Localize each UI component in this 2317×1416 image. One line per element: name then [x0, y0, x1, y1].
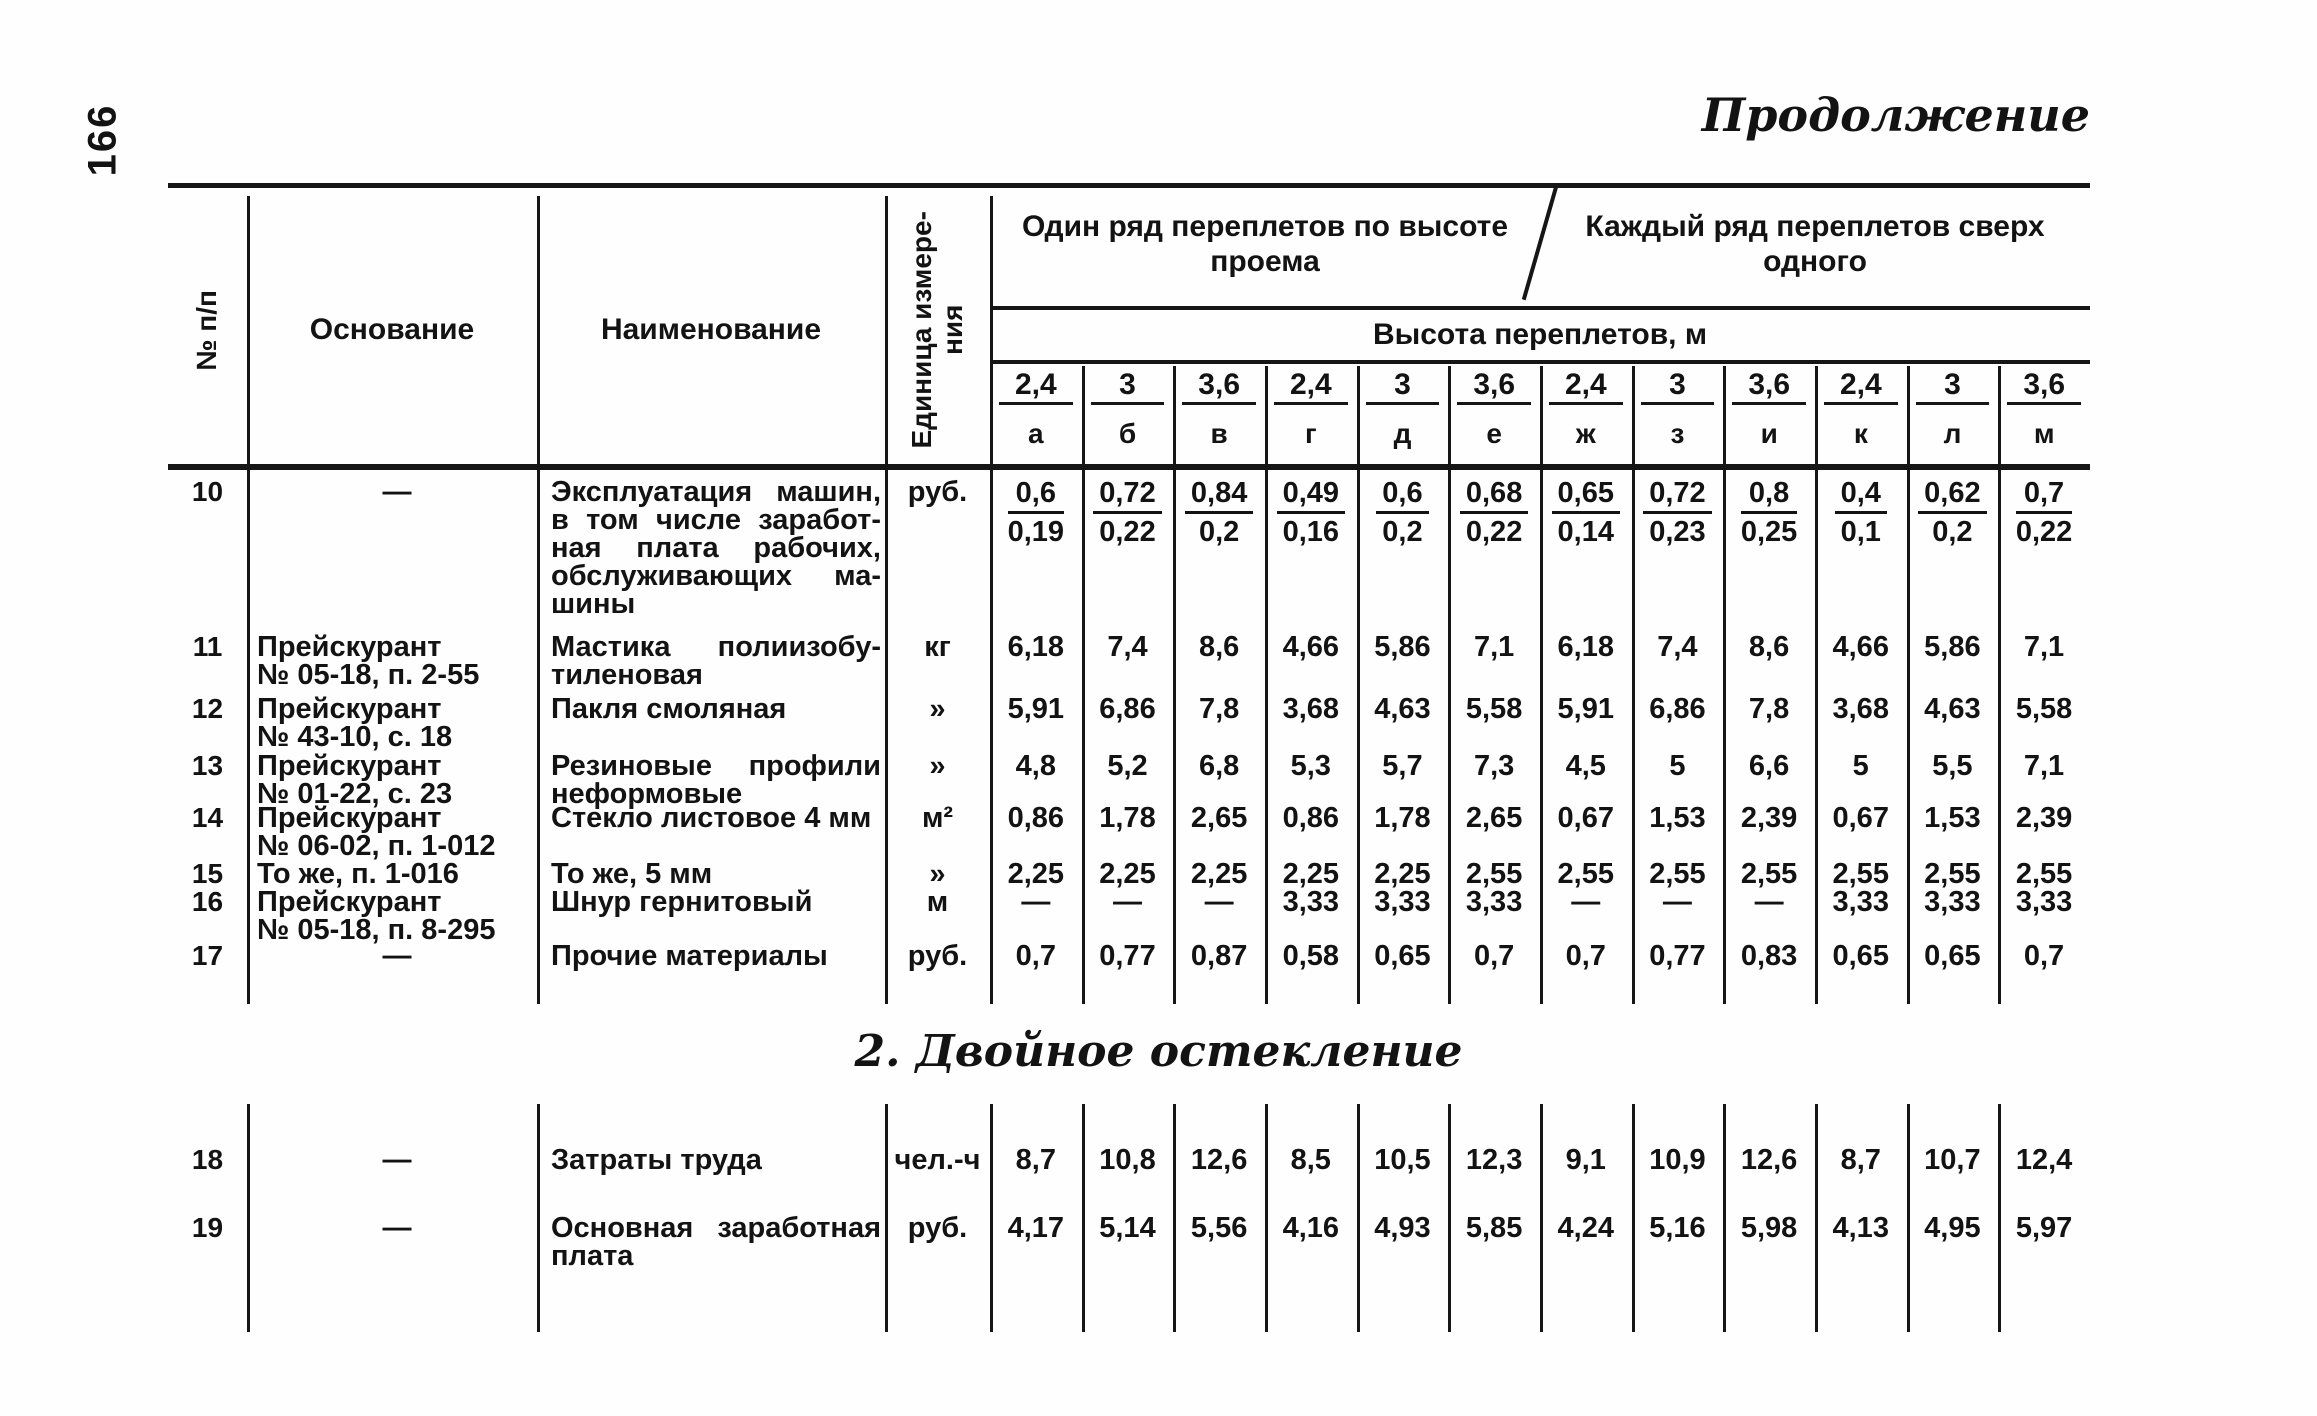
- value-cell: 5,3: [1290, 750, 1331, 782]
- value-cell: 8,7: [1840, 1144, 1881, 1176]
- basis-cell: [247, 752, 537, 808]
- group-header-one-row: Один ряд переплетов по высоте проема: [1021, 210, 1509, 278]
- value-cell: 4,8: [1015, 750, 1056, 782]
- height-tick-label: 2,4: [1289, 368, 1332, 401]
- table-row: [168, 695, 2090, 751]
- value-cell: 5,5: [1932, 750, 1973, 782]
- height-tick-underline: [1366, 402, 1440, 405]
- value-cell: 2,55: [1465, 858, 1523, 890]
- group-header-each-row: Каждый ряд переплетов сверх одного: [1585, 210, 2045, 278]
- value-cell: 5,16: [1649, 1212, 1706, 1244]
- value-cell: 12,6: [1190, 1144, 1248, 1176]
- row-number-cell: 10: [191, 476, 224, 507]
- value-cell: [1173, 478, 1265, 548]
- value-cell: 7,1: [2023, 631, 2065, 663]
- name-cell: [537, 804, 885, 832]
- unit-header-text: [907, 211, 969, 448]
- height-tick-underline: [1457, 402, 1531, 405]
- fraction-denominator: 0,25: [1740, 516, 1798, 549]
- fraction-value: [2016, 478, 2072, 548]
- row-number-cell: 19: [191, 1212, 224, 1243]
- row-number-cell: 12: [191, 693, 224, 724]
- value-cell: 1,53: [1924, 802, 1981, 834]
- name-cell: [537, 860, 885, 888]
- value-cell: —: [1021, 886, 1051, 918]
- column-letter: е: [1486, 418, 1502, 449]
- value-cell: 7,8: [1748, 693, 1790, 725]
- unit-cell: руб.: [907, 476, 968, 508]
- value-cell: 6,6: [1748, 750, 1790, 782]
- unit-cell: м²: [921, 802, 954, 834]
- value-cell: 4,17: [1007, 1212, 1065, 1244]
- basis-line: Прейскурант: [257, 750, 442, 782]
- value-cell: 2,25: [1374, 858, 1431, 890]
- fraction-value: [1376, 478, 1428, 548]
- fraction-value: [1741, 478, 1797, 548]
- name-line: То же, 5 мм: [551, 858, 713, 890]
- height-tick-label: 3: [1669, 368, 1686, 401]
- value-cell: —: [1112, 886, 1142, 918]
- fraction-denominator: 0,14: [1557, 516, 1614, 549]
- value-cell: [1632, 478, 1724, 548]
- name-cell: [537, 478, 885, 618]
- value-cell: 3,33: [1924, 886, 1981, 918]
- value-cell: [990, 478, 1082, 548]
- value-cell: 8,5: [1290, 1144, 1331, 1176]
- basis-cell: [247, 695, 537, 751]
- value-cell: 4,63: [1924, 693, 1981, 725]
- value-cell: 7,4: [1107, 631, 1148, 663]
- fraction-numerator: 0,84: [1185, 478, 1253, 514]
- value-cell: 7,1: [1473, 631, 1515, 663]
- basis-cell: [247, 1146, 537, 1174]
- column-letter: г: [1304, 418, 1317, 449]
- height-tick-label: 3,6: [1473, 368, 1516, 401]
- value-cell: 2,39: [1740, 802, 1798, 834]
- value-cell: 5,14: [1099, 1212, 1156, 1244]
- height-tick-label: 2,4: [1564, 368, 1607, 401]
- value-cell: 2,55: [1740, 858, 1798, 890]
- value-cell: —: [1662, 886, 1692, 918]
- unit-cell: руб.: [907, 940, 968, 972]
- basis-column-header: Основание: [309, 312, 475, 346]
- value-cell: [1265, 478, 1357, 548]
- name-line: обслуживающих ма-: [551, 560, 881, 592]
- value-cell: 0,65: [1832, 940, 1889, 972]
- value-cell: 2,65: [1190, 802, 1248, 834]
- column-letter: к: [1853, 418, 1868, 449]
- value-cell: 4,16: [1282, 1212, 1340, 1244]
- value-cell: 12,3: [1465, 1144, 1523, 1176]
- value-cell: 2,25: [1282, 858, 1340, 890]
- value-cell: 0,65: [1924, 940, 1981, 972]
- fraction-numerator: 0,8: [1741, 478, 1797, 514]
- value-cell: 1,53: [1649, 802, 1706, 834]
- height-tick-underline: [1274, 402, 1348, 405]
- name-line: плата: [551, 1240, 634, 1272]
- value-cell: 2,25: [1007, 858, 1065, 890]
- unit-cell: кг: [924, 631, 951, 663]
- value-cell: 3,68: [1282, 693, 1340, 725]
- value-cell: 3,33: [1282, 886, 1340, 918]
- value-cell: 5,85: [1465, 1212, 1523, 1244]
- section-2-title: 2. Двойное остекление: [854, 1026, 1463, 1077]
- column-letter: в: [1210, 418, 1228, 449]
- value-cell: 0,86: [1282, 802, 1340, 834]
- value-cell: 9,1: [1565, 1144, 1606, 1176]
- basis-line: № 05-18, п. 8-295: [257, 914, 496, 946]
- row-number-cell: 18: [191, 1144, 224, 1175]
- basis-line: —: [382, 940, 412, 972]
- name-line: в том числе заработ-: [551, 504, 881, 536]
- height-tick-underline: [1916, 402, 1990, 405]
- fraction-denominator: 0,19: [1007, 516, 1065, 549]
- unit-header-line2: ния: [936, 304, 968, 356]
- name-line: Резиновые профили: [551, 750, 881, 782]
- group-header-underline: [990, 306, 2090, 310]
- value-cell: 5,98: [1740, 1212, 1798, 1244]
- value-cell: 7,1: [2023, 750, 2065, 782]
- table-row: [168, 752, 2090, 808]
- height-tick-underline: [1091, 402, 1165, 405]
- value-cell: 4,13: [1832, 1212, 1889, 1244]
- fraction-numerator: 0,6: [1376, 478, 1428, 514]
- value-cell: 12,6: [1740, 1144, 1798, 1176]
- basis-cell: [247, 478, 537, 506]
- value-cell: [1907, 478, 1999, 548]
- fraction-value: [1835, 478, 1887, 548]
- name-cell: [537, 1146, 885, 1174]
- row-number-cell: 16: [191, 886, 224, 917]
- value-cell: 2,25: [1099, 858, 1156, 890]
- fraction-value: [1093, 478, 1161, 548]
- value-cell: 12,4: [2015, 1144, 2073, 1176]
- basis-cell: [247, 942, 537, 970]
- value-cell: [1815, 478, 1907, 548]
- value-cell: 3,33: [1465, 886, 1523, 918]
- name-cell: [537, 752, 885, 808]
- row-number-cell: 14: [191, 802, 224, 833]
- unit-column-header: [885, 196, 990, 464]
- value-cell: [1082, 478, 1174, 548]
- column-letter: м: [2033, 418, 2055, 449]
- value-cell: 4,5: [1565, 750, 1606, 782]
- value-cell: 8,7: [1015, 1144, 1056, 1176]
- value-cell: 0,58: [1282, 940, 1340, 972]
- unit-cell: чел.-ч: [894, 1144, 981, 1176]
- value-cell: 10,7: [1924, 1144, 1981, 1176]
- name-line: Мастика полиизобу-: [551, 631, 881, 663]
- height-tick-underline: [999, 402, 1073, 405]
- name-cell: [537, 1214, 885, 1270]
- value-cell: 5: [1852, 750, 1869, 782]
- fraction-value: [1185, 478, 1253, 548]
- name-cell: [537, 888, 885, 916]
- value-cell: 5,56: [1190, 1212, 1248, 1244]
- height-tick-label: 3,6: [1198, 368, 1241, 401]
- basis-line: № 01-22, с. 23: [257, 778, 453, 810]
- table-row: [168, 1146, 2090, 1174]
- fraction-numerator: 0,72: [1093, 478, 1161, 514]
- column-letter: л: [1943, 418, 1962, 449]
- basis-cell: [247, 633, 537, 689]
- basis-line: № 05-18, п. 2-55: [257, 659, 480, 691]
- value-cell: 2,39: [2015, 802, 2073, 834]
- name-line: неформовые: [551, 778, 743, 810]
- value-cell: 6,18: [1007, 631, 1065, 663]
- height-span-header: Высота переплетов, м: [1372, 317, 1708, 351]
- name-line: ная плата рабочих,: [551, 532, 881, 564]
- value-cell: 4,24: [1557, 1212, 1614, 1244]
- value-cell: 5,91: [1557, 693, 1614, 725]
- name-line: Прочие материалы: [551, 940, 828, 972]
- fraction-numerator: 0,72: [1643, 478, 1711, 514]
- value-cell: 0,86: [1007, 802, 1065, 834]
- column-letter: з: [1670, 418, 1685, 449]
- fraction-value: [1277, 478, 1345, 548]
- value-cell: 6,86: [1649, 693, 1706, 725]
- value-cell: 4,66: [1832, 631, 1889, 663]
- basis-line: № 43-10, с. 18: [257, 721, 453, 753]
- height-tick-label: 3,6: [2023, 368, 2066, 401]
- height-tick-label: 3: [1944, 368, 1961, 401]
- fraction-numerator: 0,65: [1552, 478, 1620, 514]
- height-tick-underline: [2007, 402, 2081, 405]
- row-number-header-text: № п/п: [191, 289, 223, 371]
- value-cell: 2,65: [1465, 802, 1523, 834]
- value-cell: 0,67: [1557, 802, 1614, 834]
- basis-cell: [247, 888, 537, 944]
- value-cell: 2,25: [1190, 858, 1248, 890]
- fraction-numerator: 0,62: [1918, 478, 1986, 514]
- row-number-cell: 11: [192, 631, 223, 662]
- value-cell: 0,77: [1099, 940, 1156, 972]
- fraction-numerator: 0,6: [1008, 478, 1064, 514]
- column-letter: ж: [1575, 418, 1596, 449]
- value-cell: 4,63: [1374, 693, 1431, 725]
- value-cell: —: [1571, 886, 1601, 918]
- basis-line: Прейскурант: [257, 631, 442, 663]
- name-cell: [537, 695, 885, 723]
- basis-cell: [247, 1214, 537, 1242]
- fraction-value: [1552, 478, 1620, 548]
- table-row: [168, 1214, 2090, 1270]
- value-cell: 2,55: [1557, 858, 1614, 890]
- column-letter: и: [1760, 418, 1778, 449]
- value-cell: 8,6: [1198, 631, 1240, 663]
- value-cell: 1,78: [1099, 802, 1156, 834]
- unit-cell: »: [929, 693, 946, 725]
- height-tick-underline: [1824, 402, 1898, 405]
- column-letter: а: [1028, 418, 1044, 449]
- value-cell: 0,7: [1565, 940, 1606, 972]
- value-cell: [1448, 478, 1540, 548]
- height-tick-label: 3,6: [1748, 368, 1791, 401]
- value-cell: 0,77: [1649, 940, 1706, 972]
- value-cell: 1,78: [1374, 802, 1431, 834]
- value-cell: 5,58: [1465, 693, 1523, 725]
- value-cell: —: [1204, 886, 1234, 918]
- basis-line: —: [382, 1212, 412, 1244]
- value-cell: 0,7: [1473, 940, 1515, 972]
- value-cell: 2,55: [1924, 858, 1981, 890]
- name-line: Пакля смоляная: [551, 693, 787, 725]
- continuation-label: Продолжение: [1701, 88, 2090, 142]
- fraction-denominator: 0,23: [1649, 516, 1706, 549]
- height-span-underline: [990, 360, 2090, 364]
- header-column-rule: [247, 196, 250, 464]
- table-row: [168, 633, 2090, 689]
- header-bottom-border: [168, 464, 2090, 470]
- height-tick-underline: [1182, 402, 1256, 405]
- unit-cell: »: [929, 750, 946, 782]
- name-line: Шнур гернитовый: [551, 886, 813, 918]
- height-tick-label: 2,4: [1839, 368, 1882, 401]
- fraction-denominator: 0,2: [1932, 516, 1973, 549]
- value-cell: 3,33: [2015, 886, 2073, 918]
- value-cell: [1723, 478, 1815, 548]
- header-column-rule: [885, 196, 888, 464]
- height-tick-label: 3: [1119, 368, 1136, 401]
- name-line: Затраты труда: [551, 1144, 762, 1176]
- unit-header-line1: Единица измере-: [905, 211, 937, 449]
- value-cell: 4,93: [1374, 1212, 1431, 1244]
- name-cell: [537, 633, 885, 689]
- basis-cell: [247, 860, 537, 888]
- value-cell: 0,7: [1015, 940, 1056, 972]
- name-line: Основная заработная: [551, 1212, 881, 1244]
- value-cell: 7,8: [1198, 693, 1240, 725]
- table-row: [168, 860, 2090, 888]
- fraction-denominator: 0,16: [1282, 516, 1340, 549]
- value-cell: 10,5: [1374, 1144, 1431, 1176]
- value-cell: 3,68: [1832, 693, 1889, 725]
- basis-line: Прейскурант: [257, 693, 442, 725]
- fraction-value: [1008, 478, 1064, 548]
- value-cell: 4,95: [1924, 1212, 1981, 1244]
- height-tick-underline: [1641, 402, 1715, 405]
- value-cell: 6,86: [1099, 693, 1156, 725]
- fraction-denominator: 0,22: [1465, 516, 1523, 549]
- value-cell: 0,67: [1832, 802, 1889, 834]
- value-cell: 6,8: [1198, 750, 1240, 782]
- height-tick-label: 3: [1394, 368, 1411, 401]
- value-cell: [1540, 478, 1632, 548]
- basis-line: Прейскурант: [257, 802, 442, 834]
- value-cell: 7,4: [1657, 631, 1698, 663]
- value-cell: [1357, 478, 1449, 548]
- fraction-numerator: 0,49: [1277, 478, 1345, 514]
- value-cell: 8,6: [1748, 631, 1790, 663]
- value-cell: 0,7: [2023, 940, 2065, 972]
- row-number-cell: 15: [191, 858, 224, 889]
- value-cell: 4,66: [1282, 631, 1340, 663]
- value-cell: 3,33: [1832, 886, 1889, 918]
- table-row: [168, 888, 2090, 944]
- fraction-numerator: 0,7: [2016, 478, 2072, 514]
- fraction-denominator: 0,2: [1382, 516, 1423, 549]
- fraction-value: [1643, 478, 1711, 548]
- unit-cell: м: [926, 886, 949, 918]
- fraction-value: [1460, 478, 1528, 548]
- name-line: шины: [551, 588, 636, 620]
- value-cell: 5,97: [2015, 1212, 2073, 1244]
- value-cell: 7,3: [1473, 750, 1515, 782]
- value-cell: 0,87: [1190, 940, 1248, 972]
- header-column-rule: [537, 196, 540, 464]
- page-number: [72, 92, 132, 188]
- name-line: Эксплуатация машин,: [551, 476, 881, 508]
- column-letter: д: [1393, 418, 1412, 449]
- value-cell: 2,55: [1649, 858, 1706, 890]
- value-cell: 5,86: [1924, 631, 1981, 663]
- value-cell: 2,55: [1832, 858, 1889, 890]
- basis-line: —: [382, 476, 412, 508]
- value-cell: 2,55: [2015, 858, 2073, 890]
- basis-line: Прейскурант: [257, 886, 442, 918]
- value-cell: —: [1754, 886, 1784, 918]
- height-tick-underline: [1732, 402, 1806, 405]
- row-number-cell: 13: [191, 750, 224, 781]
- column-letter: б: [1118, 418, 1137, 449]
- fraction-value: [1918, 478, 1986, 548]
- value-cell: 0,65: [1374, 940, 1431, 972]
- fraction-denominator: 0,1: [1840, 516, 1881, 549]
- table-top-border: [168, 183, 2090, 188]
- row-number-cell: 17: [191, 940, 224, 971]
- basis-line: № 06-02, п. 1-012: [257, 830, 496, 862]
- basis-line: —: [382, 1144, 412, 1176]
- height-tick-underline: [1549, 402, 1623, 405]
- value-cell: 5,2: [1107, 750, 1148, 782]
- name-cell: [537, 942, 885, 970]
- row-number-column-header: [168, 196, 247, 464]
- value-cell: 5,7: [1382, 750, 1423, 782]
- page-number-text: 166: [80, 103, 124, 177]
- value-cell: 6,18: [1557, 631, 1614, 663]
- height-tick-label: 2,4: [1014, 368, 1057, 401]
- name-column-header: Наименование: [600, 312, 822, 346]
- value-cell: [1998, 478, 2090, 548]
- table-row: [168, 478, 2090, 618]
- fraction-denominator: 0,22: [1099, 516, 1156, 549]
- table-row: [168, 942, 2090, 970]
- fraction-denominator: 0,2: [1198, 516, 1240, 549]
- value-cell: 10,8: [1099, 1144, 1156, 1176]
- unit-cell: »: [929, 858, 946, 890]
- unit-cell: руб.: [907, 1212, 968, 1244]
- value-cell: 5,58: [2015, 693, 2073, 725]
- fraction-numerator: 0,4: [1835, 478, 1887, 514]
- value-cell: 5: [1669, 750, 1686, 782]
- name-line: Стекло листовое 4 мм: [551, 802, 872, 834]
- value-cell: 3,33: [1374, 886, 1431, 918]
- value-cell: 5,91: [1007, 693, 1065, 725]
- fraction-denominator: 0,22: [2015, 516, 2073, 549]
- basis-line: То же, п. 1-016: [257, 858, 459, 890]
- value-cell: 5,86: [1374, 631, 1431, 663]
- name-line: тиленовая: [551, 659, 703, 691]
- table-row: [168, 804, 2090, 860]
- basis-cell: [247, 804, 537, 860]
- value-cell: 10,9: [1649, 1144, 1706, 1176]
- value-cell: 0,83: [1740, 940, 1798, 972]
- fraction-numerator: 0,68: [1460, 478, 1528, 514]
